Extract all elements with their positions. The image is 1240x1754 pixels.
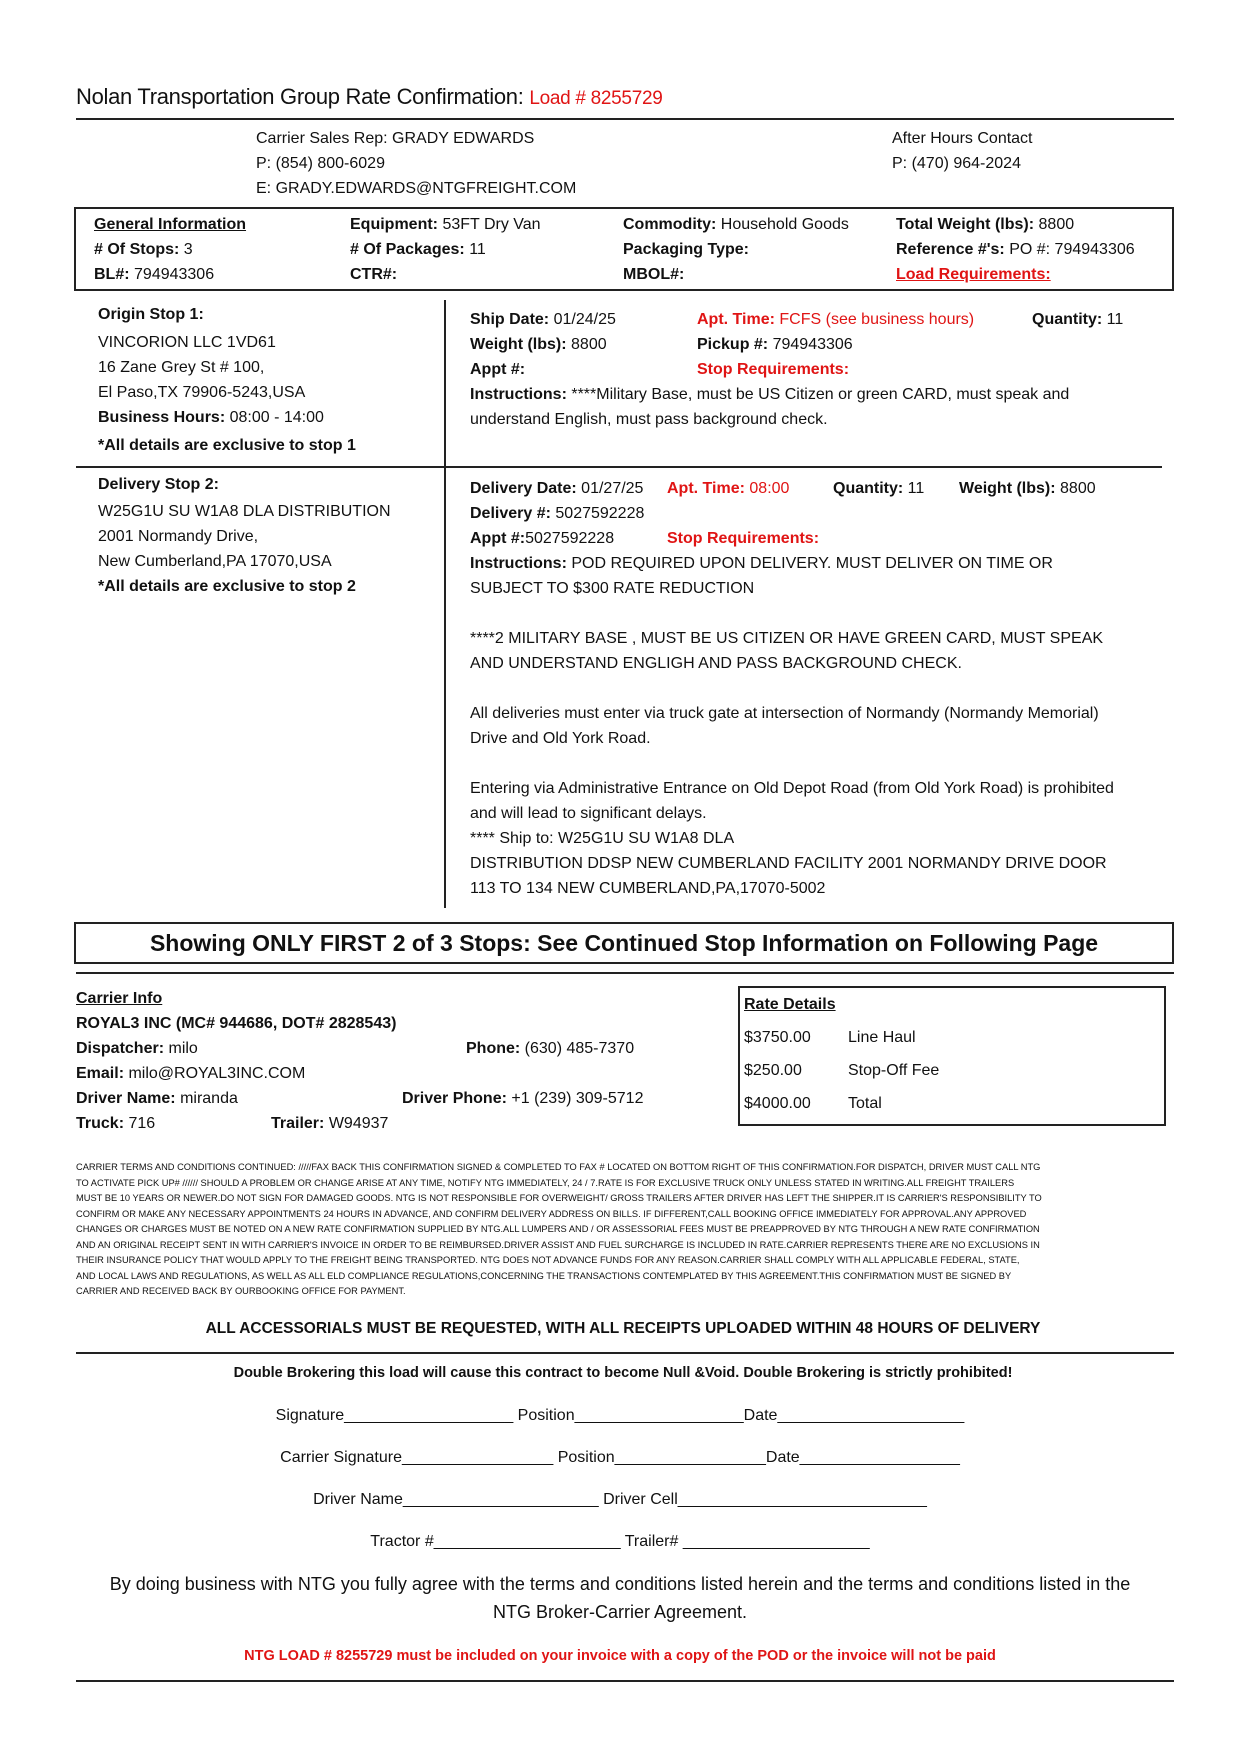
carrier-terms	[76, 1160, 1170, 1300]
driver-line[interactable]: Driver Name______________________ Driver Cell____________________________	[313, 1491, 927, 1508]
signature-line[interactable]: Signature___________________ Position___________________Date_____________________	[275, 1407, 965, 1424]
carrier-email: Email: milo@ROYAL3INC.COM	[76, 1065, 306, 1082]
stop2-appt: Appt #:5027592228	[470, 530, 615, 547]
stop2-instruction-line: DISTRIBUTION DDSP NEW CUMBERLAND FACILITY 2001 NORMANDY DRIVE DOOR	[470, 855, 1107, 872]
terms-line: CONFIRM OR MAKE ANY NECESSARY APPOINTMENTS 24 HOURS IN ADVANCE, AND CONFIRM DELIVERY ADDRESS ON BILLS. IF DIFFERENT,CALL BOOKING OFFICE IMMEDIATELY FOR APPROVAL.ANY APPROVED	[76, 1208, 1027, 1219]
dispatcher-phone: Phone: (630) 485-7370	[466, 1040, 635, 1057]
rate-amount: $4000.00	[744, 1095, 811, 1112]
terms-line: THEIR INSURANCE POLICY THAT WOULD APPLY TO THE FREIGHT BEING TRANSPORTED. NTG DOES NOT ADVANCE FUNDS FOR ANY REASON.CARRIER SHALL COMPLY WITH ALL APPLICABLE FEDERAL, STATE,	[76, 1255, 1020, 1265]
stop2-instruction-line: and will lead to significant delays.	[470, 805, 707, 822]
stop2-instruction-line: Entering via Administrative Entrance on Old Depot Road (from Old York Road) is prohibited	[470, 780, 1114, 797]
carrier-info-heading: Carrier Info	[76, 990, 163, 1007]
origin-stop-heading: Origin Stop 1:	[98, 306, 204, 323]
stop2-requirements: Stop Requirements:	[667, 530, 820, 547]
after-hours-phone: P: (470) 964-2024	[892, 155, 1021, 172]
bl-number: BL#: 794943306	[94, 266, 215, 283]
stop1-exclusive-note: *All details are exclusive to stop 1	[98, 437, 356, 454]
stop1-weight: Weight (lbs): 8800	[470, 336, 607, 353]
double-brokering-notice: Double Brokering this load will cause this contract to become Null &Void. Double Brokering is strictly prohibited!	[233, 1365, 1013, 1381]
stop2-apt-time: Apt. Time: 08:00	[667, 480, 790, 497]
delivery-name: W25G1U SU W1A8 DLA DISTRIBUTION	[98, 503, 391, 520]
sales-rep-email: E: GRADY.EDWARDS@NTGFREIGHT.COM	[256, 180, 577, 197]
packages: # Of Packages: 11	[350, 241, 486, 258]
stop1-quantity: Quantity: 11	[1032, 311, 1124, 328]
accessorials-rule	[76, 1352, 1174, 1354]
origin-address-1: 16 Zane Grey St # 100,	[98, 359, 265, 376]
pickup-number: Pickup #: 794943306	[697, 336, 853, 353]
load-number: Load # 8255729	[529, 88, 663, 109]
delivery-address-2: New Cumberland,PA 17070,USA	[98, 553, 332, 570]
delivery-date: Delivery Date: 01/27/25	[470, 480, 644, 497]
rate-label: Stop-Off Fee	[848, 1062, 940, 1079]
stop1-instructions: Instructions: ****Military Base, must be US Citizen or green CARD, must speak and	[470, 386, 1070, 403]
stop1-requirements: Stop Requirements:	[697, 361, 850, 378]
sales-rep: Carrier Sales Rep: GRADY EDWARDS	[256, 130, 535, 147]
carrier-signature-line[interactable]: Carrier Signature_________________ Position_________________Date__________________	[280, 1449, 960, 1466]
stop2-instruction-line: SUBJECT TO $300 RATE REDUCTION	[470, 580, 755, 597]
stop-divider-vertical	[444, 300, 446, 908]
stop1-instructions-cont: understand English, must pass background check.	[470, 411, 828, 428]
terms-line: CARRIER AND RECEIVED BACK BY OURBOOKING OFFICE FOR PAYMENT.	[76, 1286, 406, 1296]
stop-divider-horizontal	[76, 466, 1162, 468]
dispatcher: Dispatcher: milo	[76, 1040, 198, 1057]
delivery-address-1: 2001 Normandy Drive,	[98, 528, 259, 545]
tractor-trailer-line[interactable]: Tractor #_____________________ Trailer# _____________________	[370, 1533, 870, 1550]
stop2-instruction-line: ****2 MILITARY BASE , MUST BE US CITIZEN OR HAVE GREEN CARD, MUST SPEAK	[470, 630, 1104, 647]
reference-numbers: Reference #'s: PO #: 794943306	[896, 241, 1135, 258]
stop2-quantity: Quantity: 11	[833, 480, 925, 497]
truck-number: Truck: 716	[76, 1115, 156, 1132]
origin-address-2: El Paso,TX 79906-5243,USA	[98, 384, 306, 401]
delivery-number: Delivery #: 5027592228	[470, 505, 645, 522]
stop2-instruction-line: 113 TO 134 NEW CUMBERLAND,PA,17070-5002	[470, 880, 826, 897]
trailer-number: Trailer: W94937	[271, 1115, 389, 1132]
equipment: Equipment: 53FT Dry Van	[350, 216, 541, 233]
total-weight: Total Weight (lbs): 8800	[896, 216, 1075, 233]
agreement-text-2: NTG Broker-Carrier Agreement.	[492, 1602, 748, 1622]
stop1-apt-time: Apt. Time: FCFS (see business hours)	[697, 311, 975, 328]
stop2-instruction-line: **** Ship to: W25G1U SU W1A8 DLA	[470, 830, 735, 847]
business-hours: Business Hours: 08:00 - 14:00	[98, 409, 324, 426]
stop2-instruction-line: All deliveries must enter via truck gate at intersection of Normandy (Normandy Memorial)	[470, 705, 1099, 722]
rate-details-heading: Rate Details	[744, 996, 836, 1013]
stop2-exclusive-note: *All details are exclusive to stop 2	[98, 578, 356, 595]
page-title	[76, 84, 663, 110]
stop1-appt: Appt #:	[470, 361, 526, 378]
carrier-name: ROYAL3 INC (MC# 944686, DOT# 2828543)	[76, 1015, 397, 1032]
driver-name: Driver Name: miranda	[76, 1090, 238, 1107]
terms-line: AND AN ORIGINAL RECEIPT SENT IN WITH CARRIER'S INVOICE IN ORDER TO BE REIMBURSED.DRIVER ASSIST AND FUEL SURCHARGE IS INCLUDED IN RATE.CARRIER REPRESENTS THERE ARE NO EXCLUSIONS IN	[76, 1239, 1040, 1250]
rate-amount: $3750.00	[744, 1029, 811, 1046]
footer-rule	[76, 1680, 1174, 1682]
delivery-stop-heading: Delivery Stop 2:	[98, 476, 219, 493]
banner-rule	[76, 972, 1174, 974]
origin-name: VINCORION LLC 1VD61	[98, 334, 276, 351]
stops-banner-text: Showing ONLY FIRST 2 of 3 Stops: See Continued Stop Information on Following Page	[149, 930, 1099, 956]
rate-label: Total	[848, 1095, 882, 1112]
ctr-number: CTR#:	[350, 266, 398, 283]
stop2-weight: Weight (lbs): 8800	[959, 480, 1096, 497]
mbol-number: MBOL#:	[623, 266, 685, 283]
footer-invoice-notice: NTG LOAD # 8255729 must be included on your invoice with a copy of the POD or the invoice will not be paid	[244, 1648, 996, 1664]
terms-line: TO ACTIVATE PICK UP# ////// SHOULD A PROBLEM OR CHANGE ARISE AT ANY TIME, NOTIFY NTG IMMEDIATELY, 24 / 7.RATE IS FOR EXCLUSIVE TRUCK ONLY UNLESS STATED IN WRITING.ALL FREIGHT TRAILERS	[76, 1177, 1015, 1188]
sales-rep-phone: P: (854) 800-6029	[256, 155, 385, 172]
accessorials-notice: ALL ACCESSORIALS MUST BE REQUESTED, WITH ALL RECEIPTS UPLOADED WITHIN 48 HOURS OF DELIVERY	[205, 1320, 1041, 1337]
driver-phone: Driver Phone: +1 (239) 309-5712	[402, 1090, 644, 1107]
commodity: Commodity: Household Goods	[623, 216, 849, 233]
stops-count: # Of Stops: 3	[94, 241, 193, 258]
packaging-type: Packaging Type:	[623, 241, 749, 258]
terms-line: CHANGES OR CHARGES MUST BE NOTED ON A NEW RATE CONFIRMATION SUPPLIED BY NTG.ALL LUMPERS AND / OR ASSESSORIAL FEES MUST BE PREAPPROVED BY NTG THROUGH A NEW RATE CONFIRMATION	[76, 1224, 1040, 1234]
stop2-instructions: Instructions: POD REQUIRED UPON DELIVERY. MUST DELIVER ON TIME OR	[470, 555, 1053, 572]
stop2-instruction-line: Drive and Old York Road.	[470, 730, 651, 747]
stop2-instruction-line: AND UNDERSTAND ENGLIGH AND PASS BACKGROUND CHECK.	[470, 655, 962, 672]
ship-date: Ship Date: 01/24/25	[470, 311, 616, 328]
terms-line: CARRIER TERMS AND CONDITIONS CONTINUED: /////FAX BACK THIS CONFIRMATION SIGNED & COMPLETED TO FAX # LOCATED ON BOTTOM RIGHT OF THIS CONFIRMATION.FOR DISPATCH, DRIVER MUST CALL NTG	[76, 1162, 1041, 1172]
title-text: Nolan Transportation Group Rate Confirmation:	[76, 84, 524, 109]
terms-line: AND LOCAL LAWS AND REGULATIONS, AS WELL AS ALL ELD COMPLIANCE REGULATIONS,CONCERNING THE TRANSACTIONS CONTEMPLATED BY THIS AGREEMENT.THIS CONFIRMATION MUST BE SIGNED BY	[76, 1270, 1012, 1281]
after-hours-label: After Hours Contact	[892, 130, 1033, 147]
title-rule	[76, 118, 1174, 120]
terms-line: MUST BE 10 YEARS OR NEWER.DO NOT SIGN FOR DAMAGED GOODS. NTG IS NOT RESPONSIBLE FOR OVERWEIGHT/ GROSS TRAILERS AFTER DRIVER HAS LEFT THE SHIPPER.IT IS CARRIER'S RESPONSIBILITY TO	[76, 1193, 1042, 1203]
general-info-heading: General Information	[94, 216, 247, 233]
load-requirements: Load Requirements:	[896, 266, 1051, 283]
rate-label: Line Haul	[848, 1029, 916, 1046]
rate-amount: $250.00	[744, 1062, 802, 1079]
agreement-text: By doing business with NTG you fully agree with the terms and conditions listed herein and the terms and conditions listed in the	[109, 1574, 1131, 1594]
